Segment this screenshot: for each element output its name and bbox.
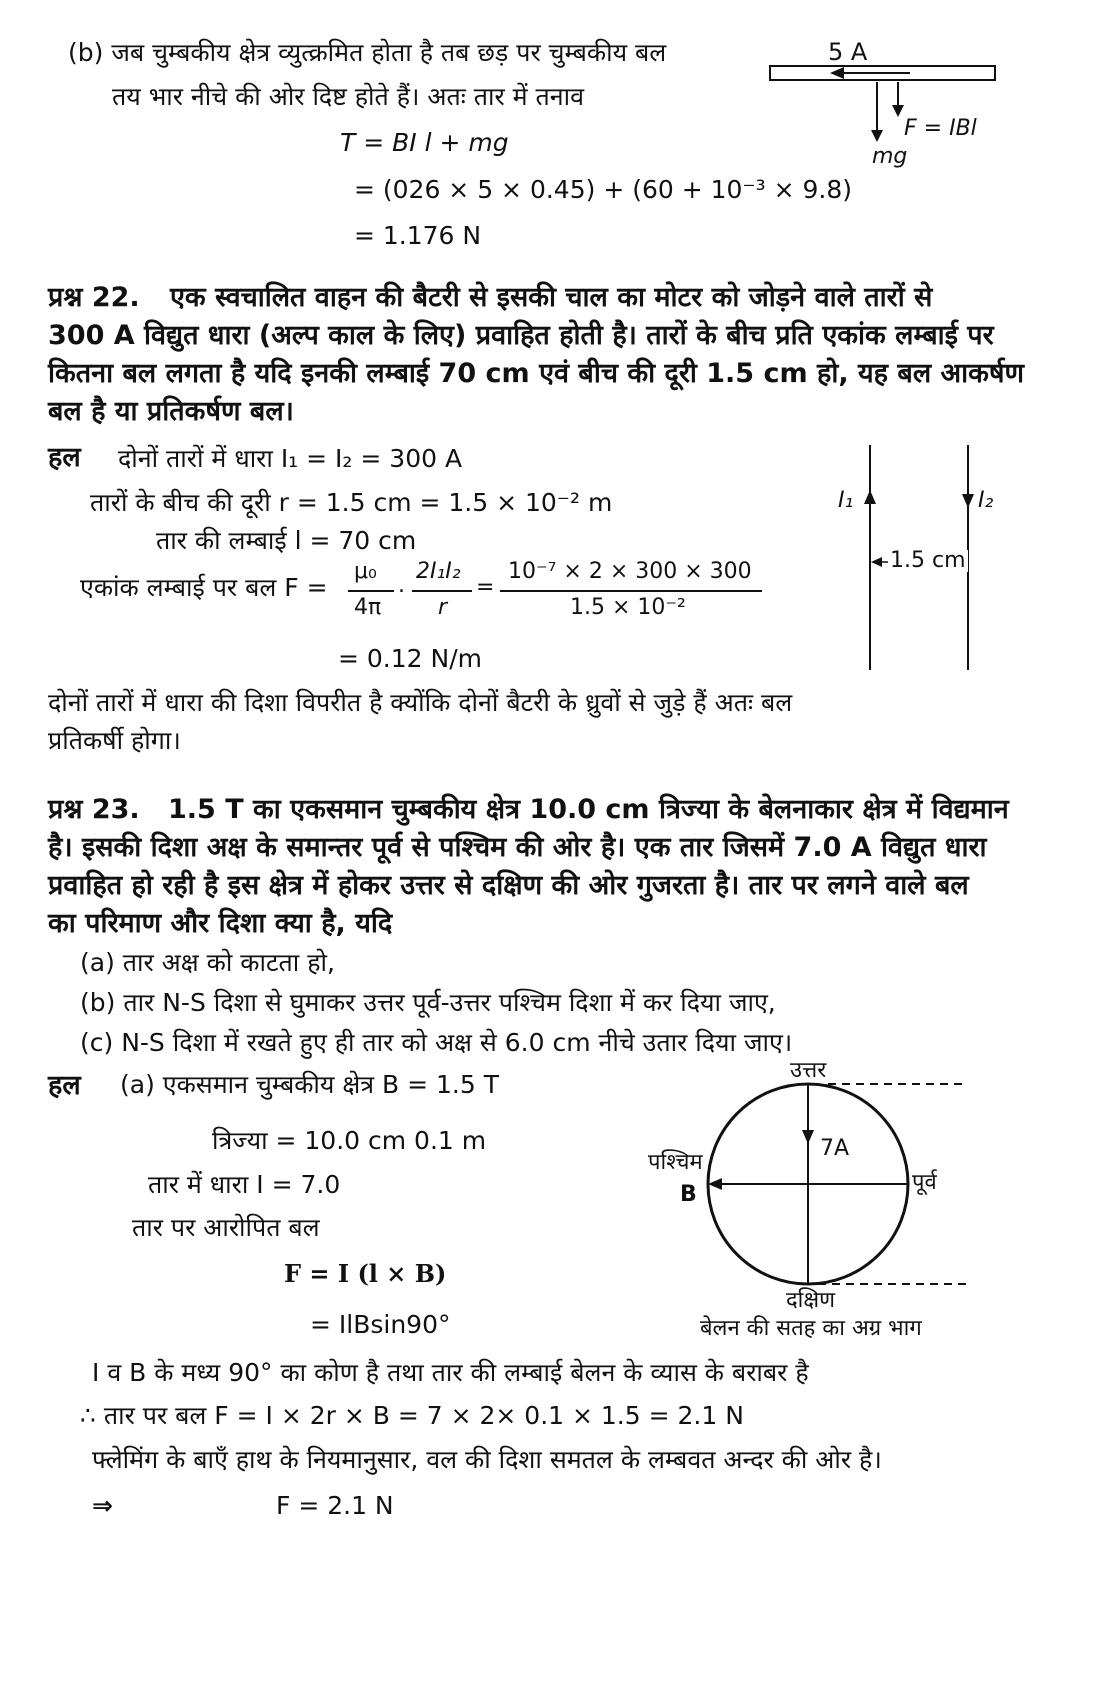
q23-text-line2: है। इसकी दिशा अक्ष के समान्तर पूर्व से पश्चिम की ओर है। एक तार जिसमें 7.0 A विद्युत धारा <box>48 832 987 863</box>
q23-eq-sin: = IlBsin90° <box>310 1310 451 1339</box>
q22-sol-line4-prefix: एकांक लम्बाई पर बल F = <box>80 573 328 602</box>
west-label: पश्चिम <box>648 1150 703 1175</box>
rod-force-label: F = IBl <box>904 116 977 141</box>
q22-text-line3: कितना बल लगता है यदि इनकी लम्बाई 70 cm एवं बीच की दूरी 1.5 cm हो, यह बल आकर्षण <box>48 358 1024 389</box>
q22-sol-line5: = 0.12 N/m <box>338 644 482 673</box>
field-arrowhead <box>708 1178 722 1190</box>
partb-line1: (b) जब चुम्बकीय क्षेत्र व्युत्क्रमित होता है तब छड़ पर चुम्बकीय बल <box>68 38 667 67</box>
frac3-denominator: 1.5 × 10⁻² <box>570 595 686 620</box>
frac1-denominator: 4π <box>354 595 382 620</box>
frac1-bar <box>348 590 394 592</box>
frac2-denominator: r <box>438 595 448 620</box>
q23-label: प्रश्न 23. <box>48 794 140 825</box>
q22-text-line2: 300 A विद्युत धारा (अल्प काल के लिए) प्रवाहित होती है। तारों के बीच प्रति एकांक लम्बाई पर <box>48 320 994 351</box>
q23-text-line3: प्रवाहित हो रही है इस क्षेत्र में होकर उत्तर से दक्षिण की ओर गुजरता है। तार पर लगने वाले बल <box>48 870 969 901</box>
q23-final: F = 2.1 N <box>276 1491 394 1520</box>
q22-text-line4: बल है या प्रतिकर्षण बल। <box>48 396 294 427</box>
q22-label: प्रश्न 22. <box>48 282 140 313</box>
frac-equals: = <box>476 575 495 600</box>
frac3-numerator: 10⁻⁷ × 2 × 300 × 300 <box>508 559 752 584</box>
q22-sol-line1: दोनों तारों में धारा I₁ = I₂ = 300 A <box>118 444 463 473</box>
q22-conclusion-line1: दोनों तारों में धारा की दिशा विपरीत है क्योंकि दोनों बैटरी के ध्रुवों से जुड़े हैं अतः बल <box>48 688 793 717</box>
frac2-bar <box>412 590 472 592</box>
q23-vector-eq: F = I (l × B) <box>284 1259 447 1288</box>
east-label: पूर्व <box>912 1170 937 1195</box>
wire-2-arrowhead <box>962 494 974 508</box>
q23-current: तार में धारा I = 7.0 <box>148 1170 341 1199</box>
frac2-numerator: 2I₁I₂ <box>416 559 461 584</box>
south-label: दक्षिण <box>786 1288 836 1313</box>
current-7a-label: 7A <box>820 1136 850 1161</box>
current-arrowhead <box>830 67 844 79</box>
q22-conclusion-line2: प्रतिकर्षी होगा। <box>48 726 181 755</box>
cylinder-caption: बेलन की सतह का अग्र भाग <box>700 1316 922 1341</box>
q23-force-calc: ∴ तार पर बल F = I × 2r × B = 7 × 2× 0.1 × 1.5 = 2.1 N <box>80 1401 744 1430</box>
q23-force-label: तार पर आरोपित बल <box>132 1213 320 1242</box>
q22-solution-label: हल <box>48 442 81 473</box>
partb-eq1: T = BI l + mg <box>340 128 509 157</box>
q22-sol-line3: तार की लम्बाई l = 70 cm <box>156 526 417 555</box>
q22-text-line1: एक स्वचालित वाहन की बैटरी से इसकी चाल का मोटर को जोड़ने वाले तारों से <box>170 282 933 313</box>
q23-note: I व B के मध्य 90° का कोण है तथा तार की लम्बाई बेलन के व्यास के बराबर है <box>92 1358 809 1387</box>
frac1-numerator: μ₀ <box>354 559 377 584</box>
q23-text-line1: 1.5 T का एकसमान चुम्बकीय क्षेत्र 10.0 cm त्रिज्या के बेलनाकार क्षेत्र में विद्यमान <box>168 794 1009 825</box>
wire-1-arrowhead <box>864 490 876 504</box>
q23-option-a: (a) तार अक्ष को काटता हो, <box>80 948 335 977</box>
q23-fleming: फ्लेमिंग के बाएँ हाथ के नियमानुसार, वल की दिशा समतल के लम्बवत अन्दर की ओर है। <box>92 1445 882 1474</box>
frac-dot: . <box>398 573 405 598</box>
q23-option-c: (c) N-S दिशा में रखते हुए ही तार को अक्ष से 6.0 cm नीचे उतार दिया जाए। <box>80 1028 793 1057</box>
q23-text-line4: का परिमाण और दिशा क्या है, यदि <box>48 908 393 939</box>
north-label: उत्तर <box>790 1058 827 1083</box>
q22-sol-line2: तारों के बीच की दूरी r = 1.5 cm = 1.5 × 10⁻² m <box>90 488 613 517</box>
q23-sol-a: (a) एकसमान चुम्बकीय क्षेत्र B = 1.5 T <box>120 1070 499 1099</box>
distance-label: 1.5 cm <box>890 548 966 573</box>
rod-current-label: 5 A <box>828 38 868 66</box>
wire-2-label: I₂ <box>978 488 994 513</box>
frac3-bar <box>500 590 762 592</box>
q23-solution-label: हल <box>48 1070 81 1101</box>
rod-mg-label: mg <box>872 144 908 169</box>
wire-1-label: I₁ <box>838 488 854 513</box>
field-b-label: B <box>680 1182 697 1207</box>
q23-radius: त्रिज्या = 10.0 cm 0.1 m <box>212 1126 487 1155</box>
q23-option-b: (b) तार N-S दिशा से घुमाकर उत्तर पूर्व-उत्तर पश्चिम दिशा में कर दिया जाए, <box>80 988 776 1017</box>
distance-left-arrowhead <box>871 557 882 567</box>
wire-arrowhead <box>802 1130 814 1144</box>
force-arrowhead <box>892 105 904 117</box>
partb-eq3: = 1.176 N <box>354 221 482 250</box>
mg-arrowhead <box>871 130 883 142</box>
q23-final-arrow: ⇒ <box>92 1491 113 1520</box>
partb-eq2: = (026 × 5 × 0.45) + (60 + 10⁻³ × 9.8) <box>354 175 852 204</box>
partb-line2: तय भार नीचे की ओर दिष्ट होते हैं। अतः तार में तनाव <box>112 82 585 111</box>
